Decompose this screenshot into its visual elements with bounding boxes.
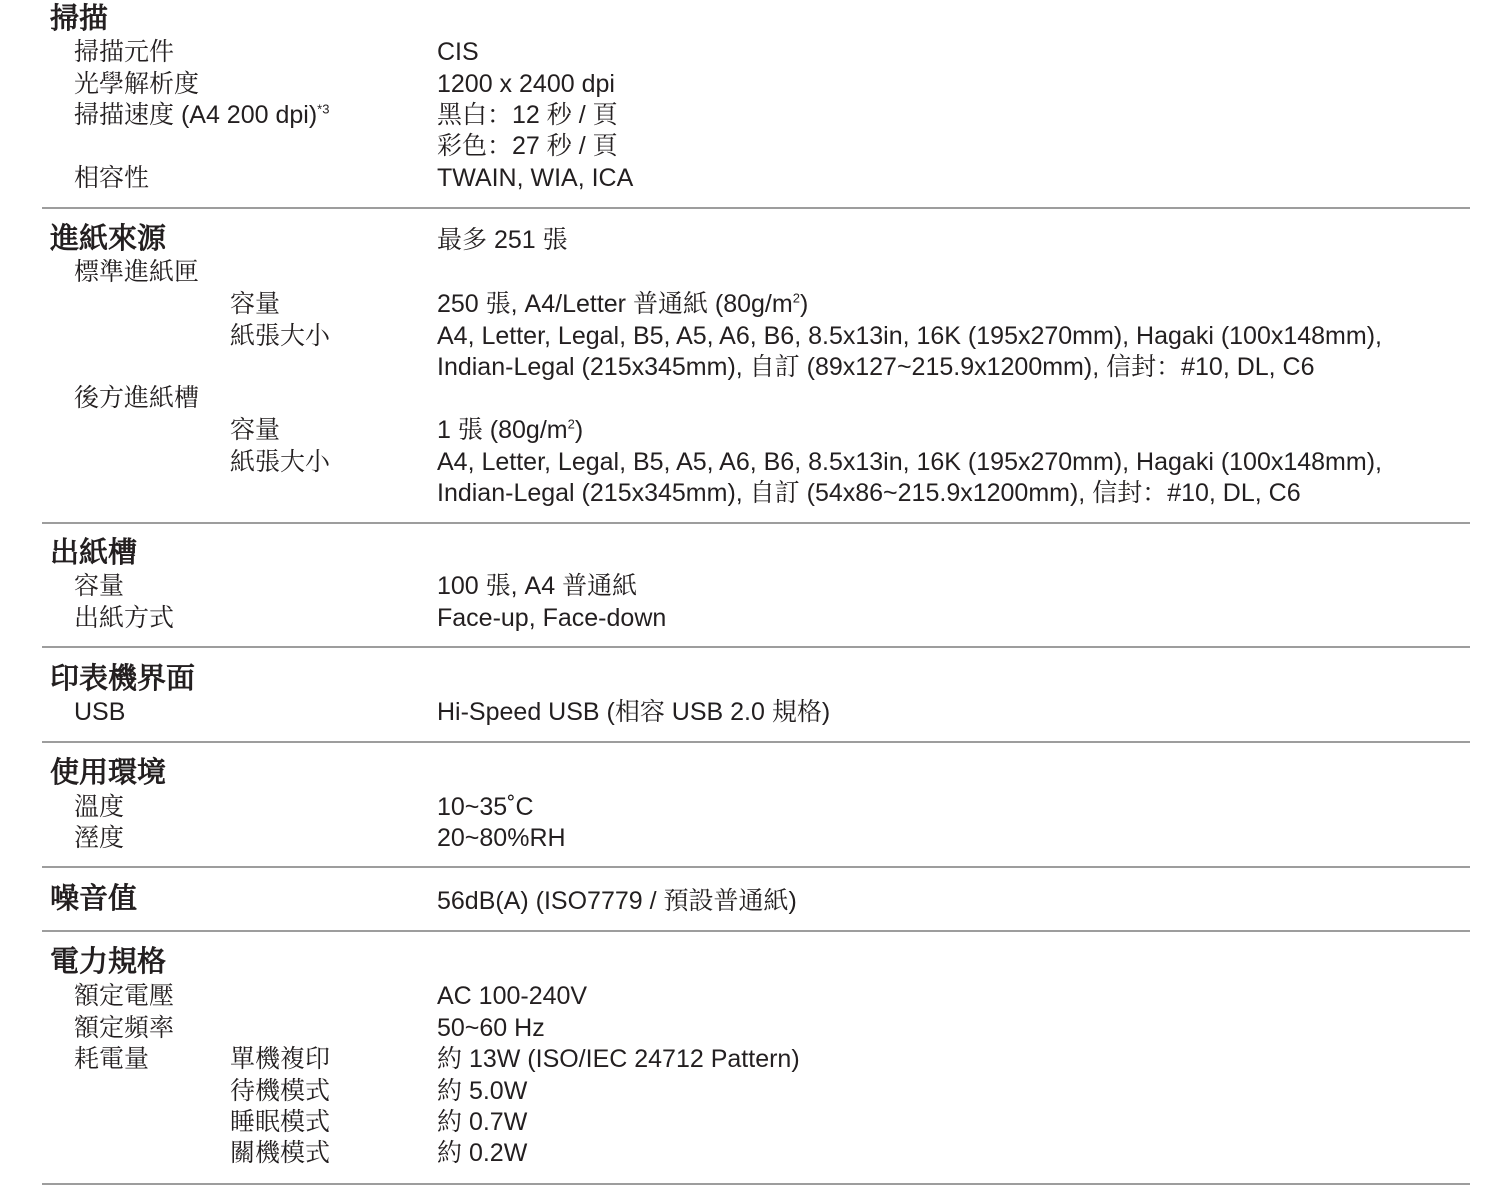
power-off-label: 關機模式: [230, 1139, 331, 1167]
output-method-row: [42, 602, 1470, 634]
environment-humidity-value: 20~80%RH: [437, 824, 566, 852]
output-heading: 出紙槽: [50, 537, 138, 569]
environment-temp-value: 10~35˚C: [437, 793, 534, 821]
scan-speed-row: [42, 99, 1470, 131]
output-capacity-row: [42, 570, 1470, 602]
power-sleep-row: [42, 1106, 1470, 1138]
power-copy-value: 約 13W (ISO/IEC 24712 Pattern): [437, 1045, 800, 1073]
feed-rear-slot-label: 後方進紙槽: [74, 384, 200, 412]
power-sleep-label: 睡眠模式: [230, 1108, 331, 1136]
scan-resolution-row: [42, 68, 1470, 100]
feed-std-capacity-text: 250 張, A4/Letter 普通紙 (80g/m: [437, 290, 793, 318]
feed-heading: 進紙來源: [50, 223, 167, 255]
feed-rear-size-row: [42, 446, 1470, 478]
scan-compat-row: [42, 162, 1470, 194]
power-standby-value: 約 5.0W: [437, 1077, 528, 1105]
feed-rear-slot-row: [42, 382, 1470, 414]
output-method-label: 出紙方式: [74, 604, 175, 632]
feed-std-capacity-value: [437, 288, 808, 320]
interface-heading: 印表機界面: [50, 663, 196, 695]
power-copy-row: [42, 1043, 1470, 1075]
power-off-row: [42, 1137, 1470, 1169]
output-capacity-label: 容量: [74, 572, 125, 600]
feed-std-capacity-row: [42, 288, 1470, 320]
divider: [42, 207, 1470, 209]
power-voltage-value: AC 100-240V: [437, 982, 588, 1010]
scan-element-value: CIS: [437, 38, 479, 66]
feed-std-size-row: [42, 320, 1470, 352]
interface-usb-label: USB: [74, 698, 126, 726]
output-method-value: Face-up, Face-down: [437, 604, 667, 632]
scan-speed-label-text: 掃描速度 (A4 200 dpi): [74, 101, 318, 129]
feed-std-capacity-label: 容量: [230, 290, 281, 318]
interface-usb-value: Hi-Speed USB (相容 USB 2.0 規格): [437, 698, 831, 726]
feed-rear-capacity-text: 1 張 (80g/m: [437, 416, 568, 444]
feed-rear-size-label: 紙張大小: [230, 448, 331, 476]
scan-compat-value: TWAIN, WIA, ICA: [437, 164, 634, 192]
noise-value: 56dB(A) (ISO7779 / 預設普通紙): [437, 887, 797, 915]
interface-usb-row: [42, 696, 1470, 728]
power-frequency-label: 額定頻率: [74, 1014, 175, 1042]
feed-std-size-line2: Indian-Legal (215x345mm), 自訂 (89x127~215.9x1200mm), 信封：#10, DL, C6: [437, 353, 1315, 381]
feed-std-size-row2: [42, 351, 1470, 383]
scan-resolution-label: 光學解析度: [74, 70, 200, 98]
noise-heading: 噪音值: [50, 883, 138, 915]
feed-total-value: 最多 251 張: [437, 226, 568, 254]
feed-rear-size-line1: A4, Letter, Legal, B5, A5, A6, B6, 8.5x13in, 16K (195x270mm), Hagaki (100x148mm),: [437, 448, 1382, 476]
environment-humidity-label: 溼度: [74, 824, 125, 852]
power-standby-label: 待機模式: [230, 1077, 331, 1105]
environment-humidity-row: [42, 822, 1470, 854]
scan-heading: 掃描: [50, 3, 109, 35]
power-copy-label: 單機複印: [230, 1045, 331, 1073]
feed-rear-capacity-end: ): [574, 416, 584, 444]
power-off-value: 約 0.2W: [437, 1139, 528, 1167]
feed-total-row: [42, 224, 1470, 256]
divider: [42, 866, 1470, 868]
feed-std-tray-label: 標準進紙匣: [74, 258, 200, 286]
power-voltage-label: 額定電壓: [74, 982, 175, 1010]
power-frequency-value: 50~60 Hz: [437, 1014, 545, 1042]
environment-temp-row: [42, 791, 1470, 823]
divider: [42, 741, 1470, 743]
scan-compat-label: 相容性: [74, 164, 150, 192]
scan-speed-bw-value: 黑白：12 秒 / 頁: [437, 101, 618, 129]
environment-heading: 使用環境: [50, 757, 167, 789]
feed-std-size-line1: A4, Letter, Legal, B5, A5, A6, B6, 8.5x13in, 16K (195x270mm), Hagaki (100x148mm),: [437, 322, 1382, 350]
divider: [42, 646, 1470, 648]
noise-row: [42, 885, 1470, 917]
feed-std-capacity-end: ): [799, 290, 809, 318]
feed-std-capacity-sup: 2: [792, 290, 800, 306]
scan-speed-label: [74, 99, 329, 131]
scan-speed-color-row: [42, 130, 1470, 162]
scan-element-label: 掃描元件: [74, 38, 175, 66]
feed-rear-capacity-value: [437, 414, 583, 446]
scan-resolution-value: 1200 x 2400 dpi: [437, 70, 615, 98]
feed-rear-capacity-label: 容量: [230, 416, 281, 444]
scan-element-row: [42, 36, 1470, 68]
divider: [42, 930, 1470, 932]
power-voltage-row: [42, 980, 1470, 1012]
power-heading: 電力規格: [50, 946, 167, 978]
environment-temp-label: 溫度: [74, 793, 125, 821]
output-capacity-value: 100 張, A4 普通紙: [437, 572, 638, 600]
feed-rear-size-row2: [42, 477, 1470, 509]
divider: [42, 522, 1470, 524]
scan-speed-color-value: 彩色：27 秒 / 頁: [437, 132, 618, 160]
divider: [42, 1183, 1470, 1185]
power-consumption-label: 耗電量: [74, 1045, 150, 1073]
power-standby-row: [42, 1075, 1470, 1107]
feed-std-tray-row: [42, 256, 1470, 288]
power-sleep-value: 約 0.7W: [437, 1108, 528, 1136]
power-frequency-row: [42, 1012, 1470, 1044]
feed-std-size-label: 紙張大小: [230, 322, 331, 350]
feed-rear-capacity-sup: 2: [567, 416, 575, 432]
feed-rear-capacity-row: [42, 414, 1470, 446]
feed-rear-size-line2: Indian-Legal (215x345mm), 自訂 (54x86~215.9x1200mm), 信封：#10, DL, C6: [437, 479, 1301, 507]
scan-speed-footnote: *3: [317, 101, 330, 117]
